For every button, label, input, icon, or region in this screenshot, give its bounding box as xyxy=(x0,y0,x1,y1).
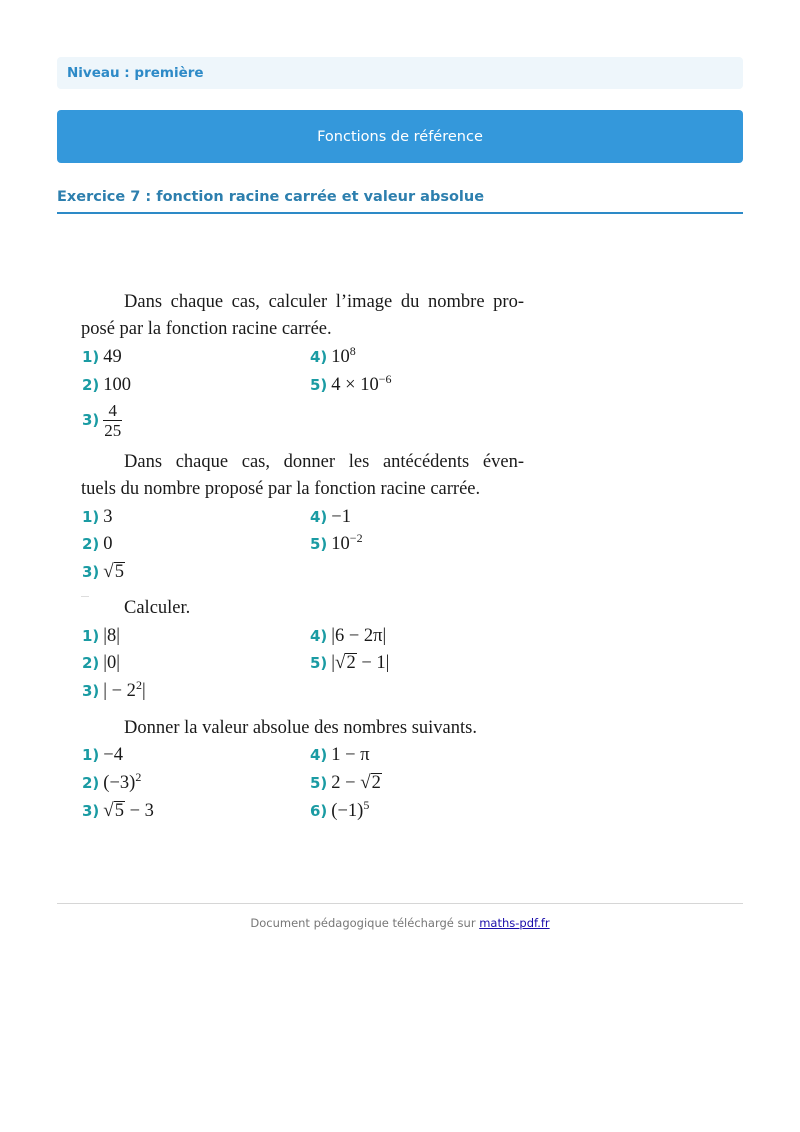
item-number: 1) xyxy=(82,508,100,526)
radicand: 5 xyxy=(114,801,124,821)
item-number: 4) xyxy=(310,746,328,764)
part4-item-2 xyxy=(82,769,142,794)
item-number: 3) xyxy=(82,682,100,700)
footer-link[interactable]: maths-pdf.fr xyxy=(479,916,550,930)
part3-item-3 xyxy=(82,677,146,702)
part2-item-4 xyxy=(310,506,351,528)
item-value: −4 xyxy=(103,745,123,765)
part3-item-5 xyxy=(310,652,389,674)
square-root xyxy=(360,772,382,794)
item-number: 1) xyxy=(82,627,100,645)
abs-open: | xyxy=(331,653,336,673)
part3-instruction: Calculer. xyxy=(124,598,191,618)
square-root xyxy=(335,652,357,674)
part1-instruction-line1: Dans chaque cas, calculer l’image du nombre pro- xyxy=(124,292,524,312)
item-number: 5) xyxy=(310,376,328,394)
item-value xyxy=(103,769,142,793)
part4-instruction: Donner la valeur absolue des nombres suivants. xyxy=(124,718,477,738)
item-number: 2) xyxy=(82,535,100,553)
radical-sign: √ xyxy=(103,561,114,582)
scan-artifact xyxy=(81,596,89,597)
item-number: 1) xyxy=(82,746,100,764)
item-number: 5) xyxy=(310,654,328,672)
item-number: 2) xyxy=(82,654,100,672)
power-base: 4 × 10 xyxy=(331,375,379,395)
power-base: 10 xyxy=(331,347,350,367)
item-number: 5) xyxy=(310,774,328,792)
power-base: 10 xyxy=(331,534,350,554)
item-number: 4) xyxy=(310,627,328,645)
expression-head: 2 − xyxy=(331,773,361,793)
power-exponent: −6 xyxy=(378,371,392,386)
radical-sign: √ xyxy=(360,772,371,793)
exercise-title-text: Exercice 7 : fonction racine carrée et valeur absolue xyxy=(57,189,485,205)
footer-divider xyxy=(57,903,743,904)
item-value: 0 xyxy=(103,534,113,554)
item-number: 1) xyxy=(82,348,100,366)
part2-instruction-line2: tuels du nombre proposé par la fonction racine carrée. xyxy=(81,479,481,499)
item-number: 3) xyxy=(82,411,100,429)
part1-instruction-line2: posé par la fonction racine carrée. xyxy=(81,319,332,339)
part4-item-1 xyxy=(82,744,123,766)
item-value: |8| xyxy=(103,626,120,646)
item-value xyxy=(331,773,382,793)
item-value xyxy=(331,797,370,821)
fraction-denominator: 25 xyxy=(104,421,122,441)
part4-item-6 xyxy=(310,797,370,822)
radicand: 5 xyxy=(114,562,124,582)
part3-item-4 xyxy=(310,625,386,647)
part1-item-5 xyxy=(310,371,392,396)
radical-sign: √ xyxy=(103,800,114,821)
item-value: 100 xyxy=(103,375,132,395)
part2-item-2 xyxy=(82,533,113,555)
power-exponent: 2 xyxy=(135,769,142,784)
part2-item-5 xyxy=(310,530,363,555)
footer xyxy=(0,916,800,930)
item-value: |0| xyxy=(103,653,120,673)
item-number: 2) xyxy=(82,376,100,394)
item-value xyxy=(331,371,392,395)
item-value xyxy=(331,530,363,554)
item-value xyxy=(331,653,389,673)
power-exponent: 8 xyxy=(349,343,356,358)
abs-close: − 1| xyxy=(356,653,390,673)
power-exponent: −2 xyxy=(349,530,363,545)
part1-item-2 xyxy=(82,374,131,396)
radicand: 2 xyxy=(371,773,381,793)
item-number: 4) xyxy=(310,508,328,526)
fraction-numerator: 4 xyxy=(108,401,118,421)
square-root xyxy=(103,800,125,822)
power-exponent: 5 xyxy=(363,797,370,812)
part1-item-4 xyxy=(310,343,356,368)
part1-item-1 xyxy=(82,346,122,368)
part2-instruction-line1: Dans chaque cas, donner les antécédents éven- xyxy=(124,452,524,472)
item-number: 6) xyxy=(310,802,328,820)
item-number: 4) xyxy=(310,348,328,366)
radicand: 2 xyxy=(346,653,356,673)
part3-item-1 xyxy=(82,625,120,647)
item-number: 3) xyxy=(82,563,100,581)
part4-item-5 xyxy=(310,772,382,794)
item-value: −1 xyxy=(331,507,351,527)
fraction xyxy=(103,401,122,440)
part4-item-4 xyxy=(310,744,370,766)
item-value: 49 xyxy=(103,347,122,367)
power-base: (−3) xyxy=(103,773,136,793)
item-value xyxy=(103,801,154,821)
item-value xyxy=(331,343,356,367)
item-number: 5) xyxy=(310,535,328,553)
part2-item-1 xyxy=(82,506,113,528)
item-value: |6 − 2π| xyxy=(331,626,387,646)
part2-item-3 xyxy=(82,561,125,583)
power-base: (−1) xyxy=(331,801,364,821)
item-value xyxy=(103,677,146,701)
footer-text: Document pédagogique téléchargé sur xyxy=(250,916,480,930)
level-label: Niveau : première xyxy=(67,65,204,81)
radical-sign: √ xyxy=(335,652,346,673)
item-value: 3 xyxy=(103,507,113,527)
item-number: 2) xyxy=(82,774,100,792)
square-root xyxy=(103,561,125,583)
abs-open: | − 2 xyxy=(103,681,136,701)
item-value: 1 − π xyxy=(331,745,370,765)
power-exponent: 2 xyxy=(135,677,142,692)
part1-item-3 xyxy=(82,400,122,440)
abs-close: | xyxy=(141,681,146,701)
part4-item-3 xyxy=(82,800,154,822)
part3-item-2 xyxy=(82,652,120,674)
expression-tail: − 3 xyxy=(124,801,154,821)
chapter-title: Fonctions de référence xyxy=(317,128,483,145)
item-number: 3) xyxy=(82,802,100,820)
